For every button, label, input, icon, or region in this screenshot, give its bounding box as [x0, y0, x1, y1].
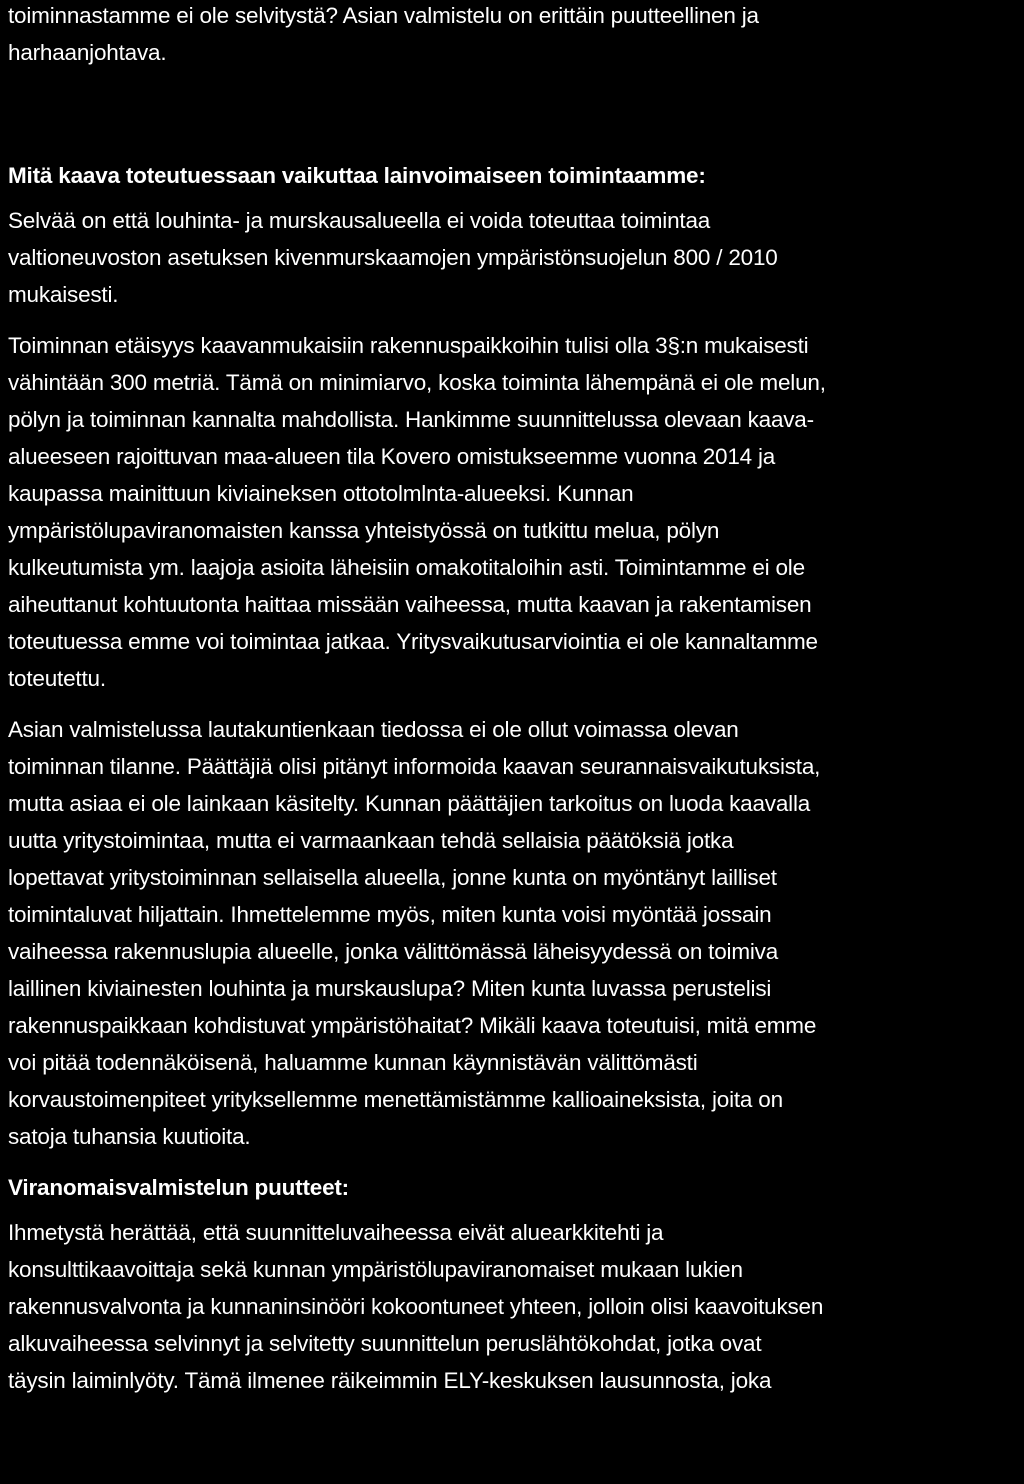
paragraph-1	[8, 202, 1020, 313]
text-line: harhaanjohtava.	[8, 40, 167, 65]
text-line: ympäristölupaviranomaisten kanssa yhteistyössä on tutkittu melua, pölyn	[8, 518, 720, 543]
text-line: alkuvaiheessa selvinnyt ja selvitetty suunnittelun peruslähtökohdat, jotka ovat	[8, 1331, 762, 1356]
text-line: Ihmetystä herättää, että suunnitteluvaiheessa eivät aluearkkitehti ja	[8, 1220, 664, 1245]
text-line: Toiminnan etäisyys kaavanmukaisiin rakennuspaikkoihin tulisi olla 3§:n mukaisesti	[8, 333, 809, 358]
text-line: kulkeutumista ym. laajoja asioita läheisiin omakotitaloihin asti. Toimintamme ei ole	[8, 555, 805, 580]
text-line: satoja tuhansia kuutioita.	[8, 1124, 251, 1149]
text-line: vähintään 300 metriä. Tämä on minimiarvo, koska toiminta lähempänä ei ole melun,	[8, 370, 826, 395]
paragraph-2	[8, 327, 1020, 697]
text-line: vaiheessa rakennuslupia alueelle, jonka välittömässä läheisyydessä on toimiva	[8, 939, 779, 964]
text-line: toteutuessa emme voi toimintaa jatkaa. Yritysvaikutusarviointia ei ole kannaltamme	[8, 629, 818, 654]
document-page	[8, 0, 1020, 1399]
text-line: kaupassa mainittuun kiviaineksen ottotolmlnta-alueeksi. Kunnan	[8, 481, 634, 506]
text-line: Asian valmistelussa lautakuntienkaan tiedossa ei ole ollut voimassa olevan	[8, 717, 739, 742]
intro-paragraph	[8, 0, 1020, 71]
text-line: toteutettu.	[8, 666, 106, 691]
paragraph-4	[8, 1214, 1020, 1399]
text-line: uutta yritystoimintaa, mutta ei varmaankaan tehdä sellaisia päätöksiä jotka	[8, 828, 734, 853]
text-line: mukaisesti.	[8, 282, 119, 307]
text-line: pölyn ja toiminnan kannalta mahdollista. Hankimme suunnittelussa olevaan kaava-	[8, 407, 814, 432]
text-line: toimintaluvat hiljattain. Ihmettelemme myös, miten kunta voisi myöntää jossain	[8, 902, 772, 927]
text-line: mutta asiaa ei ole lainkaan käsitelty. Kunnan päättäjien tarkoitus on luoda kaavalla	[8, 791, 811, 816]
text-line: Selvää on että louhinta- ja murskausalueella ei voida toteuttaa toimintaa	[8, 208, 711, 233]
text-line: rakennusvalvonta ja kunnaninsinööri kokoontuneet yhteen, jolloin olisi kaavoituksen	[8, 1294, 824, 1319]
section-heading-impact: Mitä kaava toteutuessaan vaikuttaa lainvoimaiseen toimintaamme:	[8, 163, 706, 188]
text-line: aiheuttanut kohtuutonta haittaa missään vaiheessa, mutta kaavan ja rakentamisen	[8, 592, 812, 617]
text-line: alueeseen rajoittuvan maa-alueen tila Kovero omistukseemme vuonna 2014 ja	[8, 444, 776, 469]
text-line: laillinen kiviainesten louhinta ja murskauslupa? Miten kunta luvassa perustelisi	[8, 976, 772, 1001]
text-line: rakennuspaikkaan kohdistuvat ympäristöhaitat? Mikäli kaava toteutuisi, mitä emme	[8, 1013, 817, 1038]
text-line: lopettavat yritystoiminnan sellaisella alueella, jonne kunta on myöntänyt lailliset	[8, 865, 777, 890]
paragraph-3	[8, 711, 1020, 1155]
text-line: voi pitää todennäköisenä, haluamme kunnan käynnistävän välittömästi	[8, 1050, 698, 1075]
text-line: täysin laiminlyöty. Tämä ilmenee räikeimmin ELY-keskuksen lausunnosta, joka	[8, 1368, 772, 1393]
section-heading-authority: Viranomaisvalmistelun puutteet:	[8, 1175, 349, 1200]
text-line: korvaustoimenpiteet yrityksellemme menettämistämme kallioaineksista, joita on	[8, 1087, 783, 1112]
text-line: toiminnastamme ei ole selvitystä? Asian valmistelu on erittäin puutteellinen ja	[8, 3, 759, 28]
text-line: konsulttikaavoittaja sekä kunnan ympäristölupaviranomaiset mukaan lukien	[8, 1257, 743, 1282]
text-line: valtioneuvoston asetuksen kivenmurskaamojen ympäristönsuojelun 800 / 2010	[8, 245, 778, 270]
text-line: toiminnan tilanne. Päättäjiä olisi pitänyt informoida kaavan seurannaisvaikutuksista,	[8, 754, 821, 779]
